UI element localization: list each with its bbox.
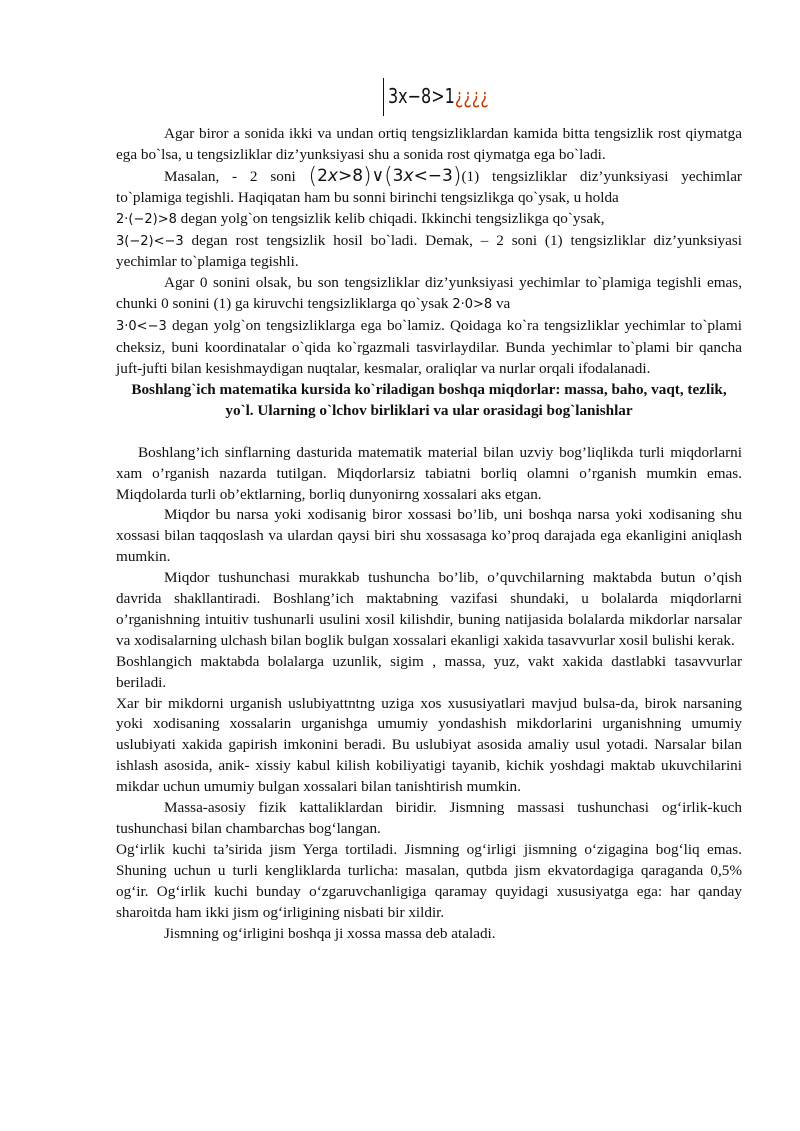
inequality-true-1: 3(−2)<−3: [116, 233, 184, 249]
paragraph-example-minus-two: [116, 163, 742, 274]
p3-text-a: Agar 0 sonini olsak, bu son tengsizliklar diz’yunksiyasi yechimlar to`plamiga tegishli emas, chunki 0 sonini (1) ga kiruvchi tengsizliklarga qo`ysak: [116, 274, 742, 313]
formula-open-paren-2: (: [384, 163, 393, 189]
paragraph-primary-school: Boshlangich maktabda bolalarga uzunlik, sigim , massa, yuz, vakt xakida dastlabki tasavvurlar beriladi.: [116, 652, 742, 691]
p2-text-c: degan yolg`on tengsizlik kelib chiqadi. Ikkinchi tengsizlikga qo`ysak,: [176, 209, 605, 227]
paragraph-mass-definition: Jismning og‘irligini boshqa ji xossa massa deb ataladi.: [164, 924, 496, 942]
paragraph-quantity-concept: Miqdor tushunchasi murakkab tushuncha bo’lib, o’quvchilarning maktabda butun o’qish davrida shakllantiradi. Boshlang’ich maktabning vazifasi shundaki, u bolalarda miqdorlarni o’rganishning intuitiv tushunarli usulini xosil kilishdir, buning natijasida bolalarda mikdorlar narsalar va xodisalarning ulchash bilan boglik bulgan xossalari ekanligi xakida tasavvurlar xosil bulishi kerak.: [116, 569, 742, 649]
paragraph-example-zero: [116, 273, 742, 380]
document-body: [116, 124, 742, 944]
paragraph-disjunction-definition: Agar biror a sonida ikki va undan ortiq tengsizliklardan kamida bitta tengsizlik rost qiymatga ega bo`lsa, u tengsizliklar diz’yunksiyasi shu a sonida rost qiymatga ega bo`ladi.: [116, 125, 742, 163]
formula-var-1: x: [327, 165, 338, 186]
formula-rel-2: <−3: [413, 165, 453, 186]
formula-rel-1: >8: [337, 165, 364, 186]
top-formula: [383, 78, 503, 116]
paragraph-gravity: Og‘irlik kuchi ta’sirida jism Yerga tortiladi. Jismning og‘irligi jismning o‘zigagina bog‘liq emas. Shuning uchun u turli kengliklarda turlicha: masalan, qutbda jism ekvatordagiga qaraganda 0,5% og‘ir. Og‘irlik kuchi bunday o‘zgaruvchanligiga qaramay quyidagi xususiyatga ega: har qanday sharoitda ham ikki jism og‘irligining nisbati bir xildir.: [116, 840, 742, 921]
formula-var-2: x: [403, 165, 414, 186]
top-formula-artifact: ¿¿¿¿: [454, 84, 489, 108]
formula-or-symbol: ∨: [371, 165, 385, 186]
paragraph-mass: Massa-asosiy fizik kattaliklardan biridir. Jismning massasi tushunchasi og‘irlik-kuch tushunchasi bilan chambarchas bog‘langan.: [116, 799, 742, 837]
top-formula-text: [388, 84, 489, 108]
p2-text-b: (1) tengsizliklar diz’yunksiyasi yechimlar to`plamiga tegishli. Haqiqatan ham bu sonni birinchi tengsizlikga qo`ysak, u holda: [116, 167, 742, 206]
spacer: [116, 422, 742, 443]
paragraph-methodology: Xar bir mikdorni urganish uslubiyattntng uziga xos xususiyatlari mavjud bulsa-da, birok narsaning yoki xodisaning xossalarin urganishga umumiy yondashish mikdorlarini urganishning umumiy uslubiyati xakida gapirish imkonini beradi. Bu uslubiyat asosida amaliy usul yotadi. Narsalar bilan ishlash asosida, anik- xissiy kabul kilish kobiliyatigi tayanib, kichik yoshdagi maktab ukuvchilarini mikdar uchun umumiy bulgan xossalari bilan tanishtirish mumkin.: [116, 694, 742, 796]
formula-close-paren-2: ): [452, 163, 462, 189]
formula-coef-1: 2: [317, 165, 328, 186]
inequality-false-3: 3·0<−3: [116, 319, 167, 335]
section-heading: Boshlang`ich matematika kursida ko`riladigan boshqa miqdorlar: massa, baho, vaqt, tezlik, yo`l. Ularning o`lchov birliklari va ular orasidagi bog`lanishlar: [131, 380, 727, 419]
inequality-false-2: 2·0>8: [452, 297, 493, 313]
p2-text-d: degan rost tengsizlik hosil bo`ladi. Demak, – 2 soni (1) tengsizliklar diz’yunksiyasi yechimlar to`plamiga tegishli.: [116, 231, 742, 271]
formula-open-paren: (: [308, 163, 318, 189]
p3-text-c: degan yolg`on tengsizliklarga ega bo`lamiz. Qoidaga ko`ra tengsizliklar yechimlar to`plami cheksiz, buni koordinatalar o`qida ko`rgazmali tasvirlaydilar. Bunda yechimlar to`plami bir qancha juft-jufti bilan kesishmaydigan nuqtalar, kesmalar, oraliqlar va nurlar orqali ifodalanadi.: [116, 317, 742, 377]
paragraph-quantities-intro: Boshlang’ich sinflarning dasturida matematik material bilan uzviy bog’liqlikda turli miqdorlarni xam o’rganish nazarda tutilgan. Miqdorlarsiz tabiatni borliq olamni o’rganish mumkin emas. Miqdolarda turli ob’ektlarning, borliq dunyonirng xossalari aks etgan.: [116, 443, 742, 503]
formula-coef-2: 3: [392, 165, 404, 186]
top-formula-expression: 3x−8>1: [388, 84, 455, 108]
paragraph-quantity-definition: Miqdor bu narsa yoki xodisanig biror xossasi bo’lib, uni boshqa narsa yoki xodisaning shu xossasi bilan taqqoslash va ulardan qaysi biri shu xossasaga ko’proq darajada ega ekanligini aniqlash mumkin.: [116, 506, 742, 566]
formula-bar: [383, 78, 384, 116]
formula-close-paren: ): [363, 163, 372, 189]
inequality-false-1: 2·(−2)>8: [116, 211, 177, 227]
disjunction-formula: [308, 163, 462, 189]
p3-text-b: va: [492, 295, 511, 313]
p2-text-a: Masalan, - 2 soni: [164, 167, 309, 185]
